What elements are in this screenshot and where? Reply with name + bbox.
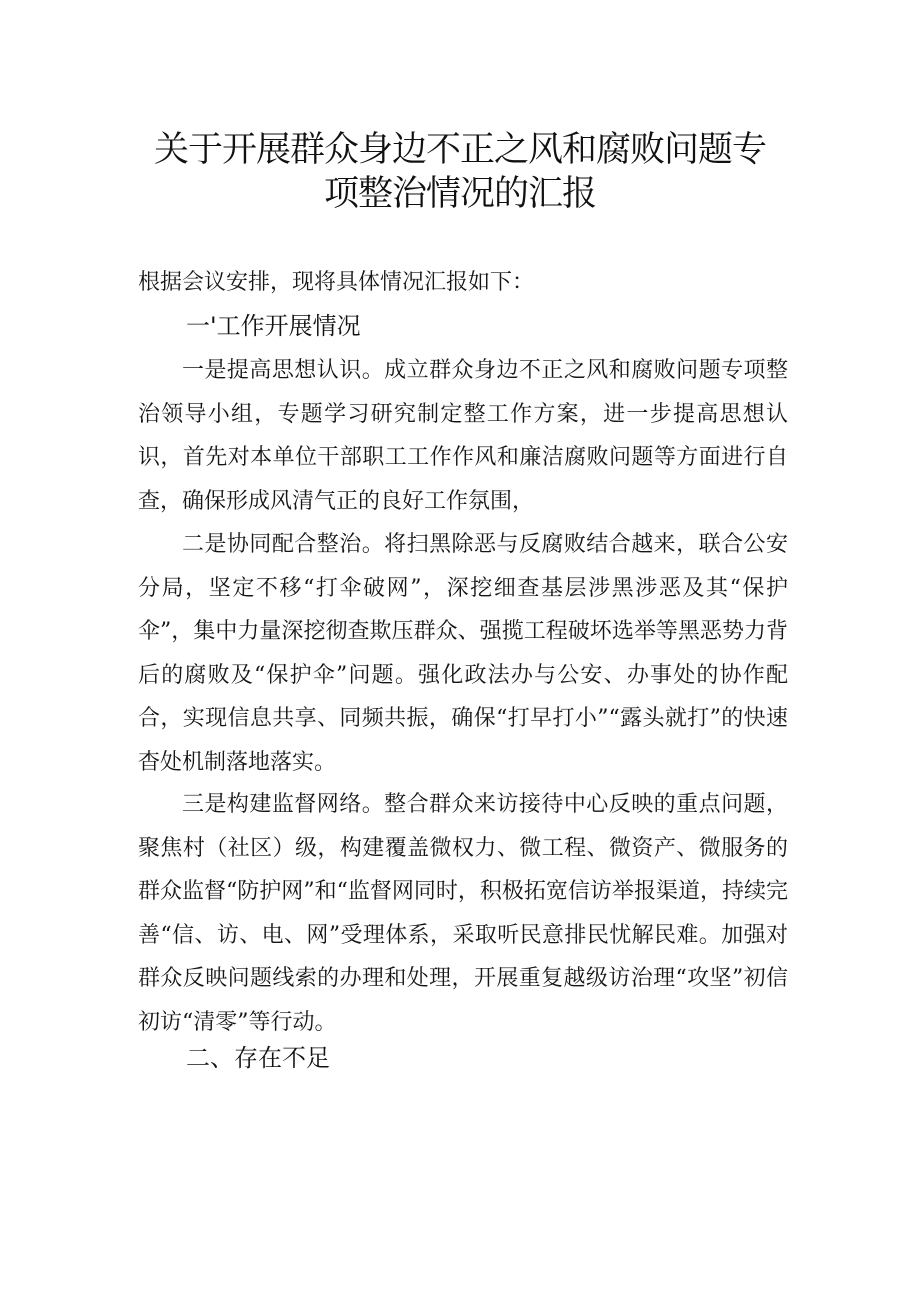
- document-title: [100, 128, 820, 216]
- section-heading-shortcomings: 二、存在不足: [186, 1044, 330, 1072]
- paragraph-coordinated-rectification: 二是协同配合整治。将扫黑除恶与反腐败结合越来，联合公安分局，坚定不移“打伞破网”，深挖细查基层涉黑涉恶及其“保护伞”，集中力量深挖彻查欺压群众、强揽工程破坏选举等黑恶势力背后的腐败及“保护伞”问题。强化政法办与公安、办事处的协作配合，实现信息共享、同频共振，确保“打早打小”“露头就打”的快速杳处机制落地落实。: [138, 532, 788, 775]
- section-heading-work-progress: 一'工作开展情况: [186, 312, 361, 340]
- title-line-1: 关于开展群众身边不正之风和腐败问题专: [153, 130, 766, 170]
- intro-paragraph: 根据会议安排，现将具体情况汇报如下：: [138, 270, 535, 295]
- paragraph-raise-awareness: 一是提高思想认识。成立群众身边不正之风和腐败问题专项整治领导小组，专题学习研究制定整工作方案，进一步提高思想认识，首先对本单位干部职工工作作风和廉洁腐败问题等方面进行自查，确保形成风清气正的良好工作氛围，: [138, 358, 788, 514]
- title-line-2: 项整治情况的汇报: [323, 174, 596, 214]
- paragraph-supervision-network: 三是构建监督网络。整合群众来访接待中心反映的重点问题，聚焦村（社区）级，构建覆盖微权力、微工程、微资产、微服务的群众监督“防护网”和“监督网同时，积极拓宽信访举报渠道，持续完善“信、访、电、网”受理体系，采取听民意排民忧解民难。加强对群众反映问题线索的办理和处理，开展重复越级访治理“攻坚”初信初访“清零”等行动。: [138, 792, 788, 1035]
